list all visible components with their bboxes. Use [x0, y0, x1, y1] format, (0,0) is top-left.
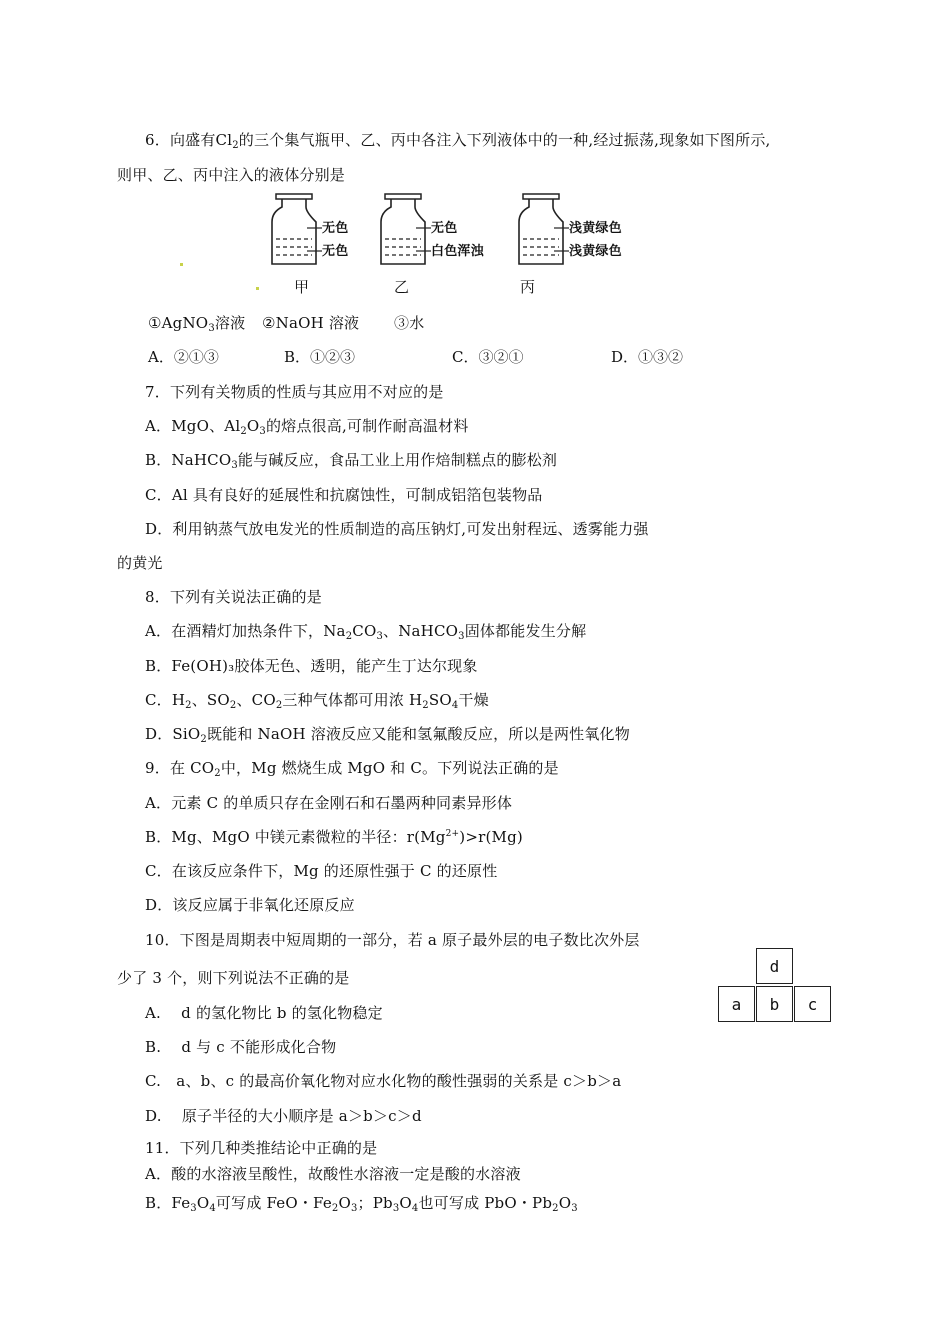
cell-b: b	[756, 986, 793, 1022]
q7-stem: 7．下列有关物质的性质与其应用不对应的是	[145, 383, 444, 401]
cell-c: c	[794, 986, 831, 1022]
q9-option-b: B．Mg、MgO 中镁元素微粒的半径：$r(Mg^{2+})>r(Mg)$	[145, 828, 523, 846]
q7-option-b: B．NaHCO$_3$能与碱反应，食品工业上用作焙制糕点的膨松剂	[145, 451, 558, 471]
q8-stem: 8．下列有关说法正确的是	[145, 588, 322, 606]
periodic-table-fragment	[718, 948, 832, 1024]
q9-option-c: C．在该反应条件下，Mg 的还原性强于 C 的还原性	[145, 862, 498, 880]
q10-option-d: D. 原子半径的大小顺序是 a＞b＞c＞d	[145, 1107, 422, 1125]
stray-dot	[180, 263, 183, 266]
q10-option-b: B. d 与 c 不能形成化合物	[145, 1038, 337, 1056]
q6-option-c: C．③②①	[452, 348, 524, 366]
jar-yi-name: 乙	[394, 278, 410, 296]
q6-liquid-2: ②NaOH 溶液	[262, 314, 360, 332]
q8-option-c: C．$H_2$、$SO_2$、$CO_2$三种气体都可用浓 $H_2SO_4$干燥	[145, 691, 489, 711]
q7-option-a: A．MgO、$Al_2O_3$的熔点很高,可制作耐高温材料	[145, 417, 469, 437]
q9-option-d: D．该反应属于非氧化还原反应	[145, 896, 355, 914]
stray-dot	[256, 287, 259, 290]
q10-option-a: A. d 的氢化物比 b 的氢化物稳定	[145, 1004, 383, 1022]
q7-option-c: C．Al 具有良好的延展性和抗腐蚀性，可制成铝箔包装物品	[145, 486, 543, 504]
q6-option-a: A．②①③	[148, 348, 219, 366]
q8-option-d: D．SiO$_2$既能和 NaOH 溶液反应又能和氢氟酸反应，所以是两性氧化物	[145, 725, 630, 745]
jar-bing	[519, 194, 569, 264]
jar-yi-top-label: 无色	[431, 221, 458, 236]
jar-yi	[381, 194, 431, 264]
q11-option-a: A．酸的水溶液呈酸性，故酸性水溶液一定是酸的水溶液	[145, 1165, 521, 1183]
q6-option-d: D．①③②	[611, 348, 684, 366]
q6-stem: 6．向盛有$Cl_2$的三个集气瓶甲、乙、丙中各注入下列液体中的一种,经过振荡,现象如下图所示,	[145, 131, 771, 151]
q6-liquid-3: ③水	[394, 314, 425, 332]
jar-bing-name: 丙	[520, 278, 536, 296]
jar-jia-name: 甲	[294, 278, 310, 296]
q6-liquid-1: ①AgNO$_3$溶液	[148, 314, 246, 334]
jar-bing-top-label: 浅黄绿色	[569, 221, 622, 236]
jar-jia-top-label: 无色	[322, 221, 349, 236]
q7-option-d-cont: 的黄光	[117, 554, 163, 572]
q11-stem: 11．下列几种类推结论中正确的是	[145, 1139, 378, 1157]
q6-stem-line2: 则甲、乙、丙中注入的液体分别是	[117, 166, 346, 184]
jar-yi-bottom-label: 白色浑浊	[431, 244, 484, 259]
cell-d: d	[756, 948, 793, 984]
jar-jia	[272, 194, 322, 264]
q11-option-b: B．$Fe_3O_4$可写成 FeO・$Fe_2O_3$；$Pb_3O_4$也可写成 PbO・$Pb_2O_3$	[145, 1194, 578, 1214]
jar-bing-bottom-label: 浅黄绿色	[569, 244, 622, 259]
q10-stem: 10．下图是周期表中短周期的一部分，若 a 原子最外层的电子数比次外层	[145, 931, 640, 949]
cell-a: a	[718, 986, 755, 1022]
q6-option-b: B．①②③	[284, 348, 356, 366]
q10-option-c: C. a、b、c 的最高价氧化物对应水化物的酸性强弱的关系是 c＞b＞a	[145, 1072, 622, 1090]
jar-jia-bottom-label: 无色	[322, 244, 349, 259]
q7-option-d: D．利用钠蒸气放电发光的性质制造的高压钠灯,可发出射程远、透雾能力强	[145, 520, 649, 538]
q8-option-b: B．Fe(OH)₃胶体无色、透明，能产生丁达尔现象	[145, 657, 478, 675]
q9-option-a: A．元素 C 的单质只存在金刚石和石墨两种同素异形体	[145, 794, 513, 812]
q8-option-a: A．在酒精灯加热条件下，$Na_2CO_3$、NaHCO$_3$固体都能发生分解	[145, 622, 587, 642]
q10-stem-line2: 少了 3 个，则下列说法不正确的是	[117, 969, 350, 987]
q9-stem: 9．在 $CO_2$中，Mg 燃烧生成 MgO 和 C。下列说法正确的是	[145, 759, 559, 779]
